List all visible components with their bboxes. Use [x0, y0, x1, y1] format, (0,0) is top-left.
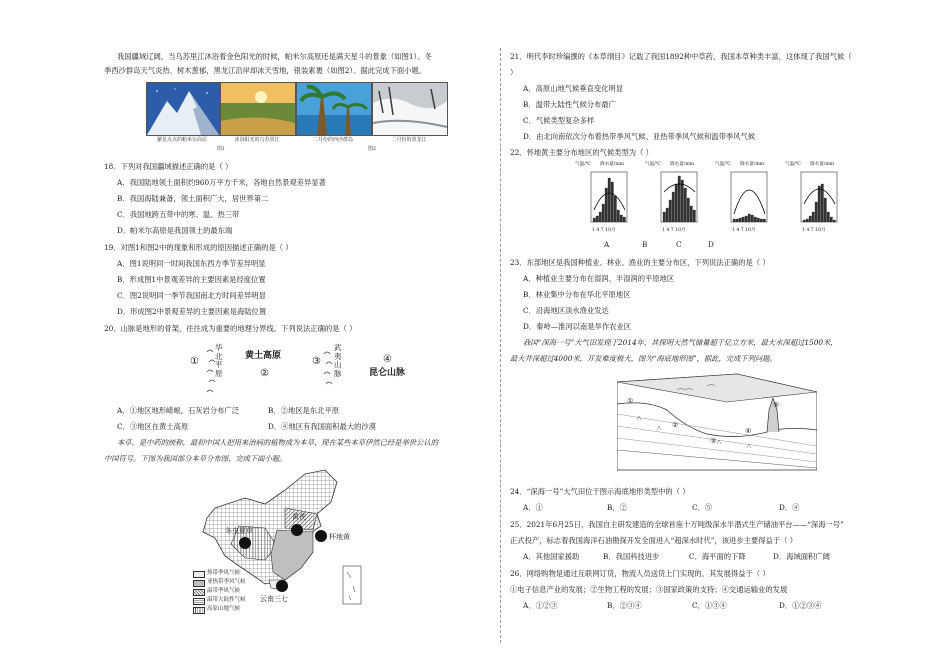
legend-swatch-plateau: [193, 607, 205, 614]
seafloor-diagram: [617, 370, 817, 475]
question-22-choice-b[interactable]: B: [642, 240, 648, 249]
map-label-dongchongxiacao: 冬虫夏草: [225, 527, 253, 535]
question-24-stem: 24．“深海一号”大气田位于图示海底地形类型中的（ ）: [510, 487, 690, 496]
chart-c-axis-right: 降水量/mm: [740, 162, 765, 167]
china-outline: [203, 470, 337, 584]
question-19-stem: 19．对图1和图2中的现象和形成的原因描述正确的是（ ）: [104, 243, 293, 252]
question-21-option-a[interactable]: A．高原山地气候垂直变化明显: [523, 84, 624, 93]
chart-d-axis-left: 气温/℃: [785, 162, 801, 167]
question-26-option-a[interactable]: A．①②③: [523, 601, 558, 610]
seafloor-number-3: ③: [710, 437, 717, 445]
climate-chart-a: [585, 170, 633, 228]
south-sea-inset: [343, 566, 361, 604]
legend-swatch-tropical: [193, 571, 205, 578]
question-21-option-d[interactable]: D．由北向南依次分布着热带季风气候、亚热带季风气候和温带季风气候: [523, 132, 756, 141]
question-22-stem: 22．怀地黄主要分布地区的气候类型为（ ）: [510, 148, 653, 157]
question-25-option-a[interactable]: A．其他国家援助: [523, 552, 580, 561]
legend-plateau: 高原山地气候: [207, 606, 241, 612]
terrain-4-name: 昆仑山脉: [369, 368, 406, 378]
xisha-islands-photo: [296, 82, 372, 136]
question-18-option-d[interactable]: D．帕米尔高原是我国领土的最东端: [117, 226, 233, 235]
terrain-3-name: 武夷山脉: [334, 343, 342, 378]
photo-caption-1: 繁星点点的帕米尔高原: [156, 137, 207, 143]
question-22-choice-c[interactable]: C: [676, 240, 682, 249]
question-26-option-d[interactable]: D．①②③④: [779, 601, 822, 610]
question-23-option-a[interactable]: A．种植业主要分布在湿润、半湿润的平原地区: [523, 274, 675, 283]
intro3-line-2: 最大井深超过4000米，开发难度极大，图为“海底地形图”，据此，完成下列问题。: [510, 354, 777, 363]
pamir-night-photo: [146, 82, 220, 136]
question-19-option-c[interactable]: C．图2说明同一季节我国南北方时间差异明显: [117, 291, 266, 300]
subtropical-region: [271, 530, 313, 580]
chart-b-months: 1 4 7 10月: [662, 228, 686, 233]
question-25-stem-line-2: 正式投产，标志着我国海洋石油勘探开发全面进入“超深水时代”，该进步主要得益于（ ）: [510, 536, 798, 545]
map-label-huangqi: 黄芪: [292, 513, 306, 521]
map-label-sanqi: 云南三七: [260, 595, 288, 603]
question-23-stem: 23．东部地区是我国种植业、林业、渔业的主要分布区，下列说法正确的是（ ）: [510, 258, 770, 267]
chart-d-months: 1 4 7 10月: [802, 228, 826, 233]
question-25-option-b[interactable]: B．我国科技进步: [603, 552, 660, 561]
question-26-sub: ①电子信息产业的发展；②生物工程的发展；③国家政策的支持；④交通运输业的发展: [510, 585, 788, 594]
question-25-option-c[interactable]: C．海平面的下降: [689, 552, 746, 561]
chart-a-axis-left: 气温/℃: [575, 162, 591, 167]
terrain-2-number: ②: [260, 368, 269, 379]
question-22-choice-a[interactable]: A: [604, 240, 610, 249]
chart-b-axis-left: 气温/℃: [645, 162, 661, 167]
question-26-stem: 26．网络购物是通过互联网订货，物流人员送货上门实现的，其发展得益于（ ）: [510, 569, 770, 578]
chart-a-axis-right: 降水量/mm: [600, 162, 625, 167]
question-19-option-d[interactable]: D．形成图2中景观差异的主要因素是海陆位置: [117, 307, 267, 316]
question-21-option-b[interactable]: B．温带大陆性气候分布最广: [523, 100, 616, 109]
legend-swatch-continental: [193, 598, 205, 605]
huaidihuang-marker: [315, 530, 327, 542]
seafloor-number-5: ⑤: [773, 401, 780, 409]
intro-line-1: 我国疆域辽阔，当乌苏里江沐浴着金色阳光的时候，帕米尔高原还是满天星斗的景象（如图1）。冬: [117, 52, 432, 61]
column-divider: [500, 48, 501, 643]
question-23-option-c[interactable]: C．沿海地区淡水渔业发达: [523, 306, 609, 315]
climate-chart-b: [655, 170, 703, 228]
seafloor-number-2: ②: [672, 421, 679, 429]
question-20-option-a[interactable]: A．①地区地形崎岖，石灰岩分布广泛: [117, 406, 240, 415]
question-25-option-d[interactable]: D．海域面积广阔: [773, 552, 830, 561]
question-26-option-b[interactable]: B．②③④: [607, 601, 642, 610]
legend-tropical: 热带季风气候: [207, 570, 241, 576]
question-24-option-b[interactable]: B．②: [607, 503, 627, 512]
question-18-option-c[interactable]: C．我国地跨五带中的寒、温、热三带: [117, 210, 240, 219]
chart-c-axis-left: 气温/℃: [715, 162, 731, 167]
seafloor-number-4: ④: [745, 427, 752, 435]
huangqi-marker: [291, 524, 303, 536]
figure-2-label: 图2: [367, 146, 377, 152]
legend-swatch-temperate: [193, 589, 205, 596]
question-18-option-b[interactable]: B．我国海陆兼备，领土面积广大，居世界第二: [117, 194, 269, 203]
climate-chart-d: [795, 170, 843, 228]
question-24-option-a[interactable]: A．①: [523, 503, 543, 512]
question-18-stem: 18．下列对我国疆域描述正确的是（ ）: [104, 162, 233, 171]
question-21-stem-line-1: 21．明代李时珍编撰的《本草纲目》记载了我国1892种中草药，我国本草种类丰富，这体现了我国气候（: [510, 52, 852, 61]
photo-caption-4: 二月份的黑龙江: [391, 137, 427, 143]
question-23-option-b[interactable]: B．林业集中分布在华北平原地区: [523, 290, 631, 299]
question-20-option-c[interactable]: C．③地区在黄土高原: [117, 422, 189, 431]
chart-b-axis-right: 降水量/mm: [670, 162, 695, 167]
dongchongxiacao-marker: [239, 537, 251, 549]
question-19-option-b[interactable]: B．形成图1中景观差异的主要因素是经度位置: [117, 275, 266, 284]
legend-continental: 温带大陆性气候: [207, 597, 246, 603]
sanqi-marker: [276, 580, 288, 592]
climate-chart-c: [725, 170, 773, 228]
question-24-option-d[interactable]: D．④: [779, 503, 800, 512]
wusuli-river-photo: [220, 82, 296, 136]
question-20-option-b[interactable]: B．②地区是东北平原: [268, 406, 340, 415]
terrain-2-name: 黄土高原: [245, 351, 282, 361]
question-25-stem-line-1: 25．2021年6月25日，我国自主研发建造的全球首座十万吨级深水半潜式生产储油平台——“深海一号”: [510, 520, 844, 529]
terrain-4-number: ④: [383, 354, 392, 365]
question-21-option-c[interactable]: C．气候类型复杂多样: [523, 116, 595, 125]
heilongjiang-snow-photo: [372, 82, 448, 136]
question-24-option-c[interactable]: C．⑤: [692, 503, 713, 512]
chart-c-months: 1 4 7 10月: [732, 228, 756, 233]
photo-caption-3: 二月份的西沙群岛: [312, 137, 353, 143]
terrain-1-number: ①: [190, 356, 199, 367]
map-label-huaidihuang: 杯地黄: [329, 533, 350, 541]
intro2-line-1: 本草，是中药的统称，最初中国人把用来治病的植物成为本草，现在某些本草伊然已经是举世公认的: [117, 438, 439, 447]
question-20-option-d[interactable]: D．④地区有我国面积最大的沙漠: [268, 422, 377, 431]
intro2-line-2: 中国符号。下图为我国部分本草分布图，完成下面小题。: [104, 454, 287, 463]
question-18-option-a[interactable]: A．我国陆地领土面积约960万平方千米，各地自然景观差异显著: [117, 178, 326, 187]
legend-subtropical: 亚热带季风气候: [207, 579, 246, 585]
terrain-1-name: 华北平原: [215, 343, 223, 378]
seafloor-number-1: ①: [627, 397, 634, 405]
question-20-stem: 20．山脉是地形的骨架，往往成为重要的地理分界线。下列说法正确的是（ ）: [104, 324, 357, 333]
question-22-choice-d[interactable]: D: [708, 240, 714, 249]
question-19-option-a[interactable]: A．图1说明同一时间我国东西方季节差异明显: [117, 259, 266, 268]
intro-line-2: 季西沙群岛天气炎热、树木葱郁，黑龙江沿岸却冰天雪地，银装素裹（如图2）。据此完成下面小题。: [104, 66, 427, 75]
chart-d-axis-right: 降水量/mm: [810, 162, 835, 167]
question-21-stem-line-2: ）: [510, 68, 518, 77]
chart-a-months: 1 4 7 10月: [592, 228, 616, 233]
figure-1-label: 图1: [216, 146, 226, 152]
legend-swatch-subtropical: [193, 580, 205, 587]
question-23-option-d[interactable]: D．秦岭—淮河以南是旱作农业区: [523, 322, 632, 331]
terrain-3-number: ③: [312, 356, 321, 367]
question-26-option-c[interactable]: C．①③④: [692, 601, 727, 610]
intro3-line-1: 我国“深海一号”大气田发现于2014年，其探明天然气储量超千亿立方米，最大水深超过1500米，: [523, 338, 838, 347]
legend-temperate: 温带季风气候: [207, 588, 241, 594]
photo-caption-2: 沐浴阳光的乌苏里江: [234, 137, 280, 143]
